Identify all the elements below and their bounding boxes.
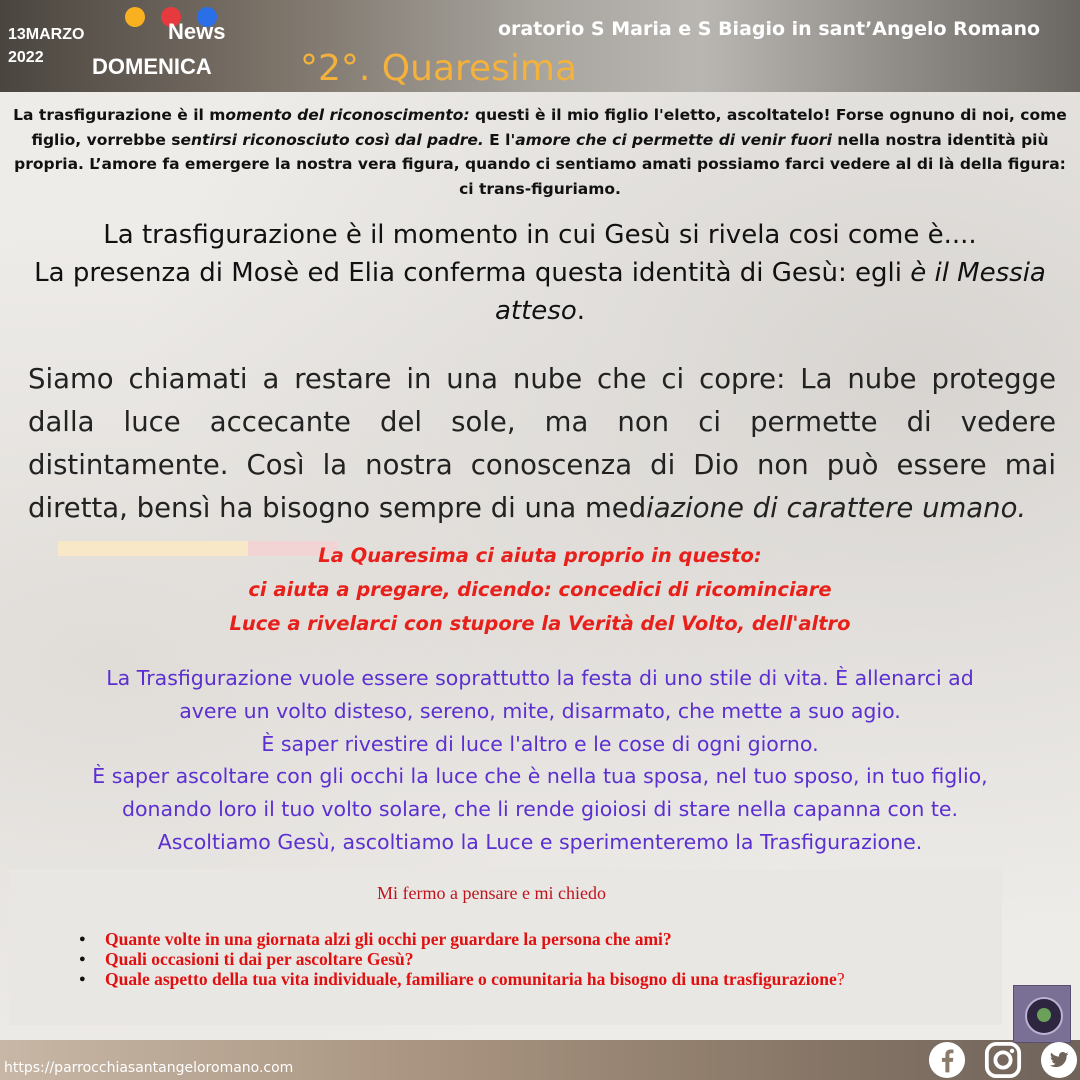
intro-text-1: La trasfigurazione è il m xyxy=(13,106,226,124)
date-year: 2022 xyxy=(8,49,44,66)
oratorio-logo xyxy=(1013,985,1071,1043)
logo-figure-icon xyxy=(1037,1008,1051,1022)
list-item xyxy=(79,929,979,949)
heading-line-1: La trasfigurazione è il momento in cui Gesù si rivela cosi come è.... xyxy=(103,220,977,250)
quaresima-highlight xyxy=(20,539,1060,641)
nube-text: Siamo chiamati a restare in una nube che ci copre: La nube protegge dalla luce accecante del sole, ma non ci permette di vedere distintamente. Così la nostra conoscenza di Dio non può essere mai diretta, bensì ha bisogno sempre di una med xyxy=(28,363,1056,524)
question-suffix: ? xyxy=(836,969,845,989)
yellow-dot-icon xyxy=(125,7,145,27)
instagram-icon[interactable] xyxy=(984,1041,1022,1079)
heading-line-2 xyxy=(20,254,1060,330)
intro-text-3: E l xyxy=(483,130,511,149)
intro-italic-1: omento del riconoscimento: xyxy=(225,106,470,124)
news-label: News xyxy=(168,19,226,44)
day-label: DOMENICA xyxy=(92,54,212,79)
date-day-month: 13MARZO xyxy=(8,26,85,43)
purple-line-2: avere un volto disteso, sereno, mite, disarmato, che mette a suo agio. xyxy=(179,698,901,723)
intro-text-2: questi è il mio figlio l'eletto, ascoltatelo! Forse ognuno di noi, come figlio, vorrebbe s xyxy=(31,106,1067,149)
intro-text-4: nella nostra identità più propria. L’amore fa emergere la nostra vera figura, quando ci sentiamo amati possiamo farci vedere al di là della figura: ci trans-figuriamo. xyxy=(14,130,1066,198)
trasfigurazione-paragraph xyxy=(20,662,1060,859)
logo-emblem-icon xyxy=(1025,997,1063,1035)
website-link[interactable]: https://parrocchiasantangeloromano.com xyxy=(4,1060,294,1076)
list-item xyxy=(79,969,979,989)
nube-paragraph xyxy=(28,358,1056,530)
intro-paragraph xyxy=(8,103,1072,201)
question-list xyxy=(79,929,979,989)
highlight-line-1: La Quaresima ci aiuta proprio in questo: xyxy=(318,544,762,567)
intro-italic-2: entirsi riconosciuto così dal padre. xyxy=(180,130,484,149)
heading-line-2-end: . xyxy=(576,296,586,326)
purple-line-3: È saper rivestire di luce l'altro e le cose di ogni giorno. xyxy=(261,731,819,756)
question-text: Quali occasioni ti dai per ascoltare Gesù? xyxy=(105,949,414,969)
question-text: Quante volte in una giornata alzi gli occhi per guardare la persona che ami? xyxy=(105,929,672,949)
highlight-line-3: Luce a rivelarci con stupore la Verità del Volto, dell'altro xyxy=(229,612,851,635)
nube-italic: iazione di carattere umano. xyxy=(646,492,1027,524)
purple-line-6: Ascoltiamo Gesù, ascoltiamo la Luce e sperimenteremo la Trasfigurazione. xyxy=(157,829,923,854)
highlight-line-2: ci aiuta a pregare, dicendo: concedici di ricominciare xyxy=(248,578,832,601)
purple-line-5: donando loro il tuo volto solare, che li rende gioiosi di stare nella capanna con te. xyxy=(121,797,959,822)
list-item xyxy=(79,949,979,969)
purple-line-1: La Trasfigurazione vuole essere soprattutto la festa di uno stile di vita. È allenarci ad xyxy=(106,666,974,690)
intro-italic-3: 'amore che ci permette di venir fuori xyxy=(510,130,832,149)
organization-name: oratorio S Maria e S Biagio in sant’Angelo Romano xyxy=(498,18,1041,40)
main-heading xyxy=(20,216,1060,330)
heading-line-2-text: La presenza di Mosè ed Elia conferma questa identità di Gesù: egli xyxy=(34,258,911,288)
reflection-box xyxy=(9,869,1002,1025)
purple-line-4: È saper ascoltare con gli occhi la luce che è nella tua sposa, nel tuo sposo, in tuo figlio, xyxy=(92,764,988,789)
page-title: °2°. Quaresima xyxy=(300,48,578,89)
heading-line-2-italic: è il Messia atteso xyxy=(494,258,1046,326)
reflection-title: Mi fermo a pensare e mi chiedo xyxy=(377,883,606,903)
twitter-icon[interactable] xyxy=(1040,1041,1078,1079)
facebook-icon[interactable] xyxy=(928,1041,966,1079)
question-text: Quale aspetto della tua vita individuale, familiare o comunitaria ha bisogno di una trasfigurazione xyxy=(105,969,837,989)
